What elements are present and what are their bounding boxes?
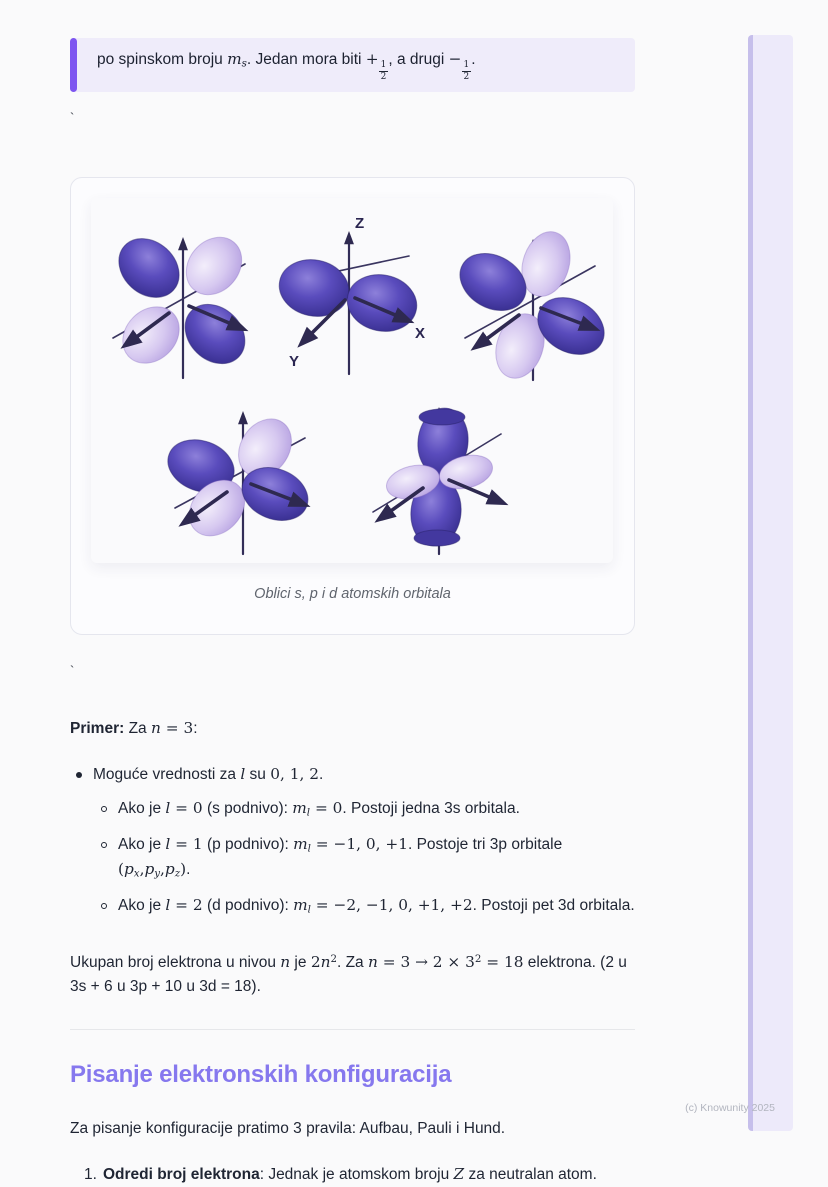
list-item xyxy=(95,797,635,821)
stray-backtick: ` xyxy=(70,662,75,678)
numbered-list xyxy=(70,1163,635,1187)
callout-note xyxy=(70,38,635,92)
axis-label-x: X xyxy=(415,325,426,343)
footer-watermark: (c) Knowunity 2025 xyxy=(685,1102,775,1114)
list-item xyxy=(70,1163,635,1187)
list-item-text: Odredi broj elektrona: Jednak je atomskom broju Z za neutralan atom. xyxy=(102,1164,597,1183)
lobes xyxy=(160,409,315,547)
figure-caption: Oblici s, p i d atomskih orbitala xyxy=(254,586,451,603)
callout-accent-bar xyxy=(70,38,77,92)
axis-label-z: Z xyxy=(355,215,365,233)
list-item xyxy=(95,833,635,882)
d-orbital-illustration xyxy=(443,220,623,390)
orbitals-image-panel xyxy=(91,198,613,563)
list-item xyxy=(95,894,635,918)
document-content xyxy=(70,0,635,1187)
dz2-orbital-illustration xyxy=(349,390,529,562)
lobes xyxy=(383,406,496,549)
intro-paragraph: Za pisanje konfiguracije pratimo 3 pravila: Aufbau, Pauli i Hund. xyxy=(70,1119,506,1137)
list-item-text: Moguće vrednosti za l su 0, 1, 2. xyxy=(93,764,324,783)
axis-label-y: Y xyxy=(289,353,300,371)
list-item xyxy=(70,763,635,931)
p-orbital-illustration xyxy=(259,210,439,382)
section-divider xyxy=(70,1029,635,1030)
section-heading: Pisanje elektronskih konfiguracija xyxy=(70,1060,452,1088)
sub-bullet-list xyxy=(70,797,635,931)
bullet-dot xyxy=(76,772,82,778)
stray-backtick: ` xyxy=(70,110,75,126)
d-orbital-illustration xyxy=(153,396,333,561)
callout-text: po spinskom broju ms. Jedan mora biti + $\frac{1}{2}$ , a drugi − $\frac{1}{2}$ . xyxy=(97,50,476,82)
scrollbar-track[interactable] xyxy=(748,35,793,1131)
list-item-text: Ako je l = 1 (p podnivo): ml = −1, 0, +1. Postoje tri 3p orbitale (px,py,pz). xyxy=(118,835,563,880)
bullet-ring xyxy=(101,842,107,848)
list-item-text: Ako je l = 2 (d podnivo): ml = −2, −1, 0, +1, +2. Postoji pet 3d orbitala. xyxy=(118,896,635,916)
list-number: 1. xyxy=(84,1165,97,1183)
electron-count-paragraph: Ukupan broj elektrona u nivou n je $2n^2$. Za $n = 3 \to 2 \times 3^2 = 18$ elektrona. (2 u 3s + 6 u 3p + 10 u 3d = 18). xyxy=(70,952,627,995)
bullet-ring xyxy=(101,806,107,812)
list-item-text: Ako je l = 0 (s podnivo): ml = 0. Postoji jedna 3s orbitala. xyxy=(118,798,520,819)
primer-line: Primer: Za n = 3: xyxy=(70,718,198,737)
bullet-ring xyxy=(101,903,107,909)
orbitals-figure-card xyxy=(70,177,635,634)
d-orbital-illustration xyxy=(93,218,273,388)
bullet-list xyxy=(70,763,635,931)
